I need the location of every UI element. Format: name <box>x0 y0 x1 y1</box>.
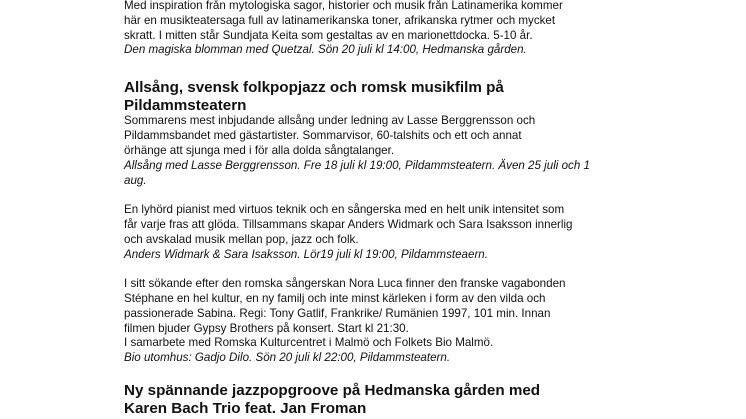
article-quetzal <box>124 0 644 58</box>
section-heading-line: Pildammsteatern <box>124 96 247 114</box>
event-caption-line: Allsång med Lasse Berggrensson. Fre 18 juli kl 19:00, Pildammsteatern. Även 25 juli och 1 <box>124 158 590 172</box>
body-line: Stéphane en hel kultur, en ny familj och inte minst kärleken i form av den vilda och <box>124 291 546 305</box>
body-line: I samarbete med Romska Kulturcentret i Malmö och Folkets Bio Malmö. <box>124 336 494 350</box>
body-line: och avskalad musik mellan pop, jazz och folk. <box>124 232 359 246</box>
body-line: Sommarens mest inbjudande allsång under ledning av Lasse Berggrensson och <box>124 114 536 128</box>
event-caption: Bio utomhus: Gadjo Dilo. Sön 20 juli kl 22:00, Pildammsteatern. <box>124 351 451 365</box>
body-line: En lyhörd pianist med virtuos teknik och en sångerska med en helt unik intensitet som <box>124 203 565 217</box>
article-karen-bach <box>124 382 644 417</box>
body-line: filmen bjuder Gypsy Brothers på konsert. Start kl 21:30. <box>124 321 409 335</box>
body-line: Med inspiration från mytologiska sagor, historier och musik från Latinamerika kommer <box>124 0 563 12</box>
article-widmark-isaksson <box>124 203 644 262</box>
document-page <box>124 0 644 417</box>
event-caption: Anders Widmark & Sara Isaksson. Lör19 juli kl 19:00, Pildammsteaern. <box>124 247 488 261</box>
body-line: skratt. I mitten står Sundjata Keita som gestaltas av en marionettdocka. 5-10 år. <box>124 28 533 42</box>
article-allsang <box>124 79 644 188</box>
body-line: I sitt sökande efter den romska sångerskan Nora Luca finner den franske vagabonden <box>124 277 566 291</box>
section-heading-line: Karen Bach Trio feat. Jan Froman <box>124 399 367 417</box>
section-heading-line: Allsång, svensk folkpopjazz och romsk musikfilm på <box>124 79 504 97</box>
body-line: här en musikteatersaga full av latinamerikanska toner, afrikanska rytmer och mycket <box>124 13 556 27</box>
event-caption: Den magiska blomman med Quetzal. Sön 20 juli kl 14:00, Hedmanska gården. <box>124 43 527 57</box>
body-line: passionerade Sabina. Regi: Tony Gatlif, Frankrike/ Rumänien 1997, 101 min. Innan <box>124 306 551 320</box>
section-heading-line: Ny spännande jazzpopgroove på Hedmanska gården med <box>124 381 541 399</box>
article-gadjo-dilo <box>124 277 644 366</box>
event-caption-line: aug. <box>124 173 147 187</box>
body-line: får varje fras att glöda. Tillsammans skapar Anders Widmark och Sara Isaksson innerlig <box>124 217 573 231</box>
body-line: Pildammsbandet med gästartister. Sommarvisor, 60-talshits och ett och annat <box>124 129 522 143</box>
body-line: örhänge att sjunga med i för alla dolda sångtalanger. <box>124 143 395 157</box>
